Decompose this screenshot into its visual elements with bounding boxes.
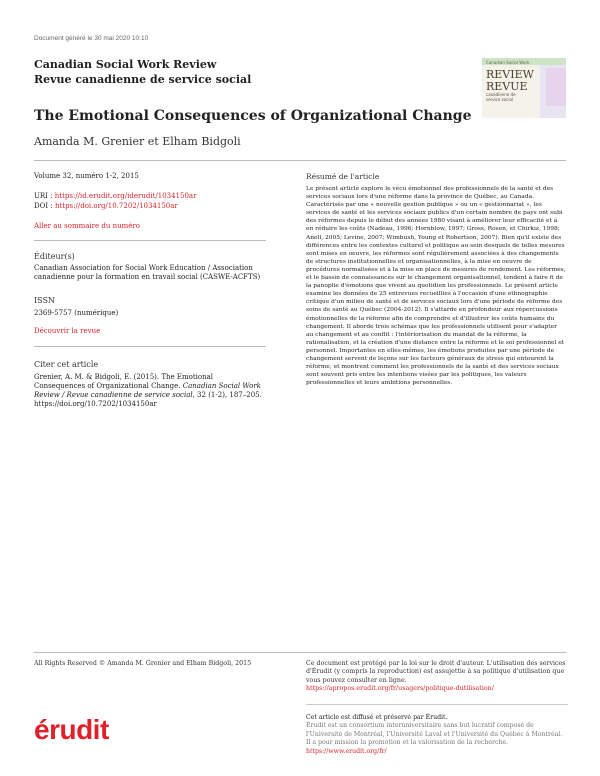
discover-journal-link[interactable]: Découvrir la revue: [34, 327, 101, 335]
policy-link[interactable]: https://apropos.erudit.org/fr/usagers/politique-dutilisation/: [306, 685, 494, 693]
cover-artwork: [482, 58, 566, 118]
meta-divider-1: [34, 240, 266, 241]
doi-label: DOI :: [34, 202, 55, 210]
uri-label: URI :: [34, 192, 55, 200]
header-divider: [34, 160, 566, 161]
issue-summary-link[interactable]: Aller au sommaire du numéro: [34, 222, 140, 230]
journal-cover-image: [482, 58, 566, 118]
citation-end: , 32 (1-2), 187–205. https://doi.org/10.7202/1034150ar: [34, 391, 262, 408]
meta-divider-2: [34, 346, 266, 347]
citation-text: [34, 373, 264, 409]
publisher-text: Canadian Association for Social Work Education / Association canadienne pour la formation en travail social (CASWE-ACFTS): [34, 264, 261, 281]
erudit-link[interactable]: https://www.erudit.org/fr/: [306, 747, 387, 755]
cover-line1: Canadian Social Work: [486, 60, 530, 65]
cite-heading: Citer cet article: [34, 360, 99, 369]
cover-review: REVIEW: [486, 68, 534, 81]
footer-divider: [34, 652, 566, 653]
distribution-text: Érudit est un consortium interuniversitaire sans but lucratif composé de l'Université de Montréal, l'Université Laval et l'Université du Québec à Montréal. Il a pour mission la promotion et la valorisation de la recherche.: [306, 722, 563, 747]
erudit-logo: érudit: [34, 714, 109, 745]
uri-link[interactable]: https://id.erudit.org/iderudit/1034150ar: [54, 192, 197, 200]
distribution-block: [306, 714, 568, 756]
abstract-text: Le présent article explore le vécu émotionnel des professionnels de la santé et des services sociaux lors d'une réforme dans la province de Québec, au Canada. Caractérisés par une « nouvelle gestion publique » ou un « gestionnariat », les services de santé et les services sociaux publics d'un certain nombre de pays ont subi des réformes depuis le début des années 1980 visant à améliorer leur efficacité et à en réduire les coûts (Nadeau, 1996; Hornblow, 1997; Gross, Rosen, et Chirkiz, 1998; Anell, 2005; Levine, 2007; Wimbush, Young et Robertson, 2007). Bien qu'il existe des différences entre les contextes culturel et politique au sein desquels de telles mesures sont mises en oeuvre, les réformes sont régulièrement associées à des changements de structures institutionnelles et organisationnelles, à la mise en oeuvre de procédures normalisées et à la mise en place de mesures de rendement. Les réformes, et le bassin de connaissances sur le changement organisationnel, tendent à faire fi de la panoplie d'émotions que vivent au quotidien les professionnels. Le présent article examine les données de 25 entrevues recueillies à l'occasion d'une ethnographie critique d'un milieu de santé et de services sociaux lors d'une période de réforme des soins de santé au Québec (2004-2012). Il s'attarde en profondeur aux répercussions émotionnelles de la réforme afin de comprendre et d'illustrer les coûts humains du changement. Il aborde trois schémas que les professionnels utilisent pour s'adapter au changement et au conflit : l'intériorisation du mandat de la réforme, la rationalisation, et la création d'une distance entre la réforme et le soi professionnel et personnel. Importantes en elles-mêmes, les émotions produites par une période de changement servent de leçons sur les facteurs généraux de stress qui entourent la réforme, et montrent comment les professionnels de la santé et des services sociaux sont souvent pris entre les intentions visées par les politiques, les valeurs professionnelles et leurs ambitions personnelles.: [306, 186, 566, 387]
issue-info: Volume 32, numéro 1-2, 2015: [34, 172, 139, 180]
citation-journal: Canadian Social Work Review / Revue canadienne de service social: [34, 382, 261, 399]
citation-plain: Grenier, A. M. & Bidgoli, E. (2015). The Emotional Consequences of Organizational Change.: [34, 373, 214, 390]
footer-right-divider: [306, 704, 568, 705]
uri-line: [34, 192, 264, 201]
cover-line3: service social: [486, 97, 514, 102]
journal-title-en: Canadian Social Work Review: [34, 58, 217, 71]
issn-value: 2369-5757 (numérique): [34, 309, 119, 317]
article-authors: Amanda M. Grenier et Elham Bidgoli: [34, 135, 241, 148]
copyright-block: [306, 660, 568, 694]
doi-line: [34, 202, 264, 211]
generation-date: Document généré le 30 mai 2020 10:10: [34, 35, 149, 42]
copyright-note: Ce document est protégé par la loi sur le droit d'auteur. L'utilisation des services d'Érudit (y compris la reproduction) est assujettie à sa politique d'utilisation que vous pouvez consulter en ligne.: [306, 660, 566, 684]
issn-heading: ISSN: [34, 296, 55, 305]
distribution-heading: Cet article est diffusé et préservé par Érudit.: [306, 714, 448, 721]
rights-notice: All Rights Reserved © Amanda M. Grenier and Elham Bidgoli, 2015: [34, 660, 252, 667]
publisher-heading: Éditeur(s): [34, 252, 75, 261]
doi-link[interactable]: https://doi.org/10.7202/1034150ar: [54, 202, 178, 210]
abstract-heading: Résumé de l'article: [306, 172, 380, 181]
article-title: The Emotional Consequences of Organizational Change: [34, 108, 472, 124]
cover-line2: canadienne de: [486, 92, 516, 97]
journal-title-block: [34, 57, 251, 87]
journal-title-fr: Revue canadienne de service social: [34, 73, 252, 86]
cover-revue: REVUE: [486, 80, 528, 93]
